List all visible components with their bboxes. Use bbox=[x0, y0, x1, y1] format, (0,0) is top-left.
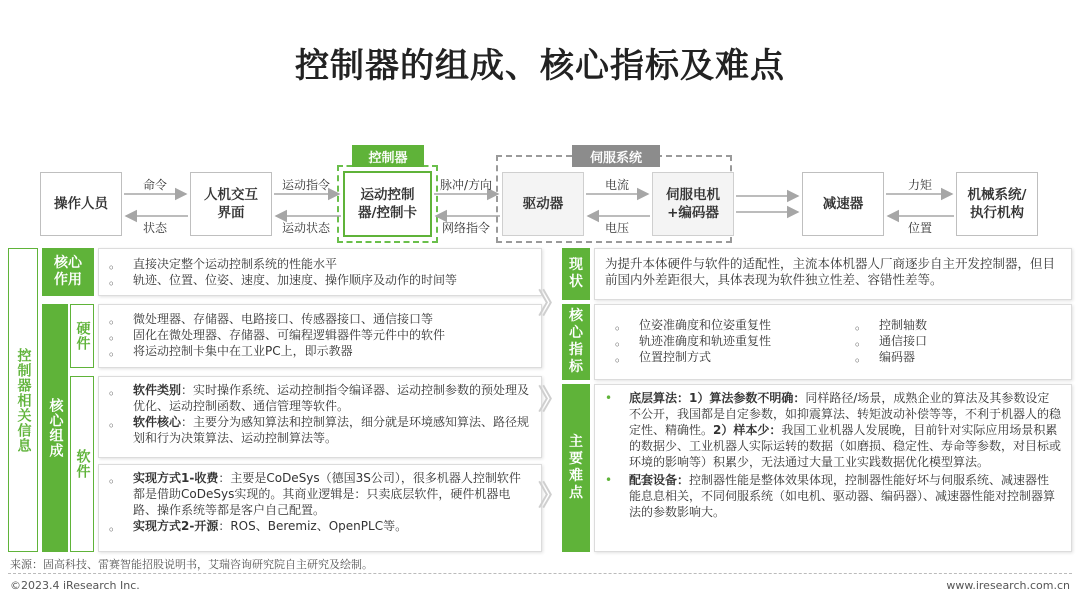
list-item: 。 实现方式1-收费：主要是CoDeSys（德国3S公司），很多机器人控制软件都是借助CoDeSys实现的。其商业逻辑是：只卖底层软件，硬件机器电路、操作系统等都是客户自己配置。 bbox=[109, 471, 521, 517]
list-item: 。 固化在微处理器、存储器、可编程逻辑器件等元件中的软件 bbox=[109, 328, 446, 342]
software-label bbox=[70, 376, 94, 552]
hardware-label-text: 硬件 bbox=[74, 321, 91, 351]
list-item: 。 直接决定整个运动控制系统的性能水平 bbox=[109, 257, 338, 271]
label-motion-cmd: 运动指令 bbox=[281, 178, 330, 192]
node-machine-label: 机械系统/ 执行机构 bbox=[967, 187, 1027, 221]
status-label bbox=[562, 248, 590, 300]
list-item: 。 控制轴数 bbox=[855, 318, 928, 332]
label-pulse-dir: 脉冲/方向 bbox=[439, 178, 493, 192]
list-item: 。 位姿准确度和位姿重复性 bbox=[615, 318, 772, 332]
indicators-label bbox=[562, 304, 590, 380]
difficulties-label bbox=[562, 384, 590, 552]
node-driver: 驱动器 bbox=[502, 172, 584, 236]
list-item: 。 微处理器、存储器、电路接口、传感器接口、通信接口等 bbox=[109, 312, 434, 326]
list-item: 。 实现方式2-开源：ROS、Beremiz、OpenPLC等。 bbox=[109, 519, 408, 533]
hardware-card bbox=[98, 304, 542, 368]
side-label bbox=[8, 248, 38, 552]
list-item: • 配套设备：控制器性能是整体效果体现，控制器性能好坏与伺服系统、减速器性能息息相关，不同伺服系统（如电机、驱动器、编码器）、减速器性能对控制器算法的参数影响大。 bbox=[605, 473, 1056, 519]
list-item: 。 轨迹准确度和轨迹重复性 bbox=[615, 334, 772, 348]
label-voltage: 电压 bbox=[604, 221, 629, 235]
list-item: 。 编码器 bbox=[855, 350, 916, 364]
list-item: 。 位置控制方式 bbox=[615, 350, 712, 364]
core-role-card bbox=[98, 248, 542, 296]
core-role-label-text: 核心 作用 bbox=[54, 255, 82, 288]
node-hmi-label: 人机交互 界面 bbox=[204, 187, 258, 221]
status-label-text: 现 状 bbox=[569, 257, 583, 290]
servo-group-tag: 伺服系统 bbox=[572, 145, 660, 167]
list-item: 。 将运动控制卡集中在工业PC上，即示教器 bbox=[109, 344, 353, 358]
node-servo-motor-label: 伺服电机 +编码器 bbox=[666, 187, 720, 221]
list-item: • 底层算法：1）算法参数不明确：同样路径/场景，成熟企业的算法及其参数设定不公开，我国都是自定参数，如抑震算法、转矩波动补偿等等，不利于机器人的稳定性、精确性。2）样本少：我国工业机器人发展晚，目前针对实际应用场景积累的数据少、工业机器人实际运转的数据（如磨损、稳定性、寿命等参数，对目标或环境的影响等）积累少，无法通过大量工业实践数据优化模型算法。 bbox=[605, 391, 1062, 469]
difficulties-label-text: 主 要 难 点 bbox=[569, 434, 583, 501]
label-torque: 力矩 bbox=[907, 178, 932, 192]
list-item: 。 软件核心：主要分为感知算法和控制算法，细分就是环境感知算法、路径规划和行为决策算法、运动控制算法等。 bbox=[109, 415, 530, 445]
indicators-label-text: 核 心 指 标 bbox=[569, 308, 583, 375]
website-link[interactable]: www.iresearch.com.cn bbox=[946, 579, 1070, 592]
source-note: 来源：固高科技、雷赛智能招股说明书，艾瑞咨询研究院自主研究及绘制。 bbox=[10, 558, 373, 571]
node-reducer: 减速器 bbox=[802, 172, 884, 236]
copyright: ©2023.4 iResearch Inc. bbox=[10, 579, 140, 592]
node-operator: 操作人员 bbox=[40, 172, 122, 236]
list-item: 。 软件类别：实时操作系统、运动控制指令编译器、运动控制参数的预处理及优化、运动控制函数、通信管理等软件。 bbox=[109, 383, 530, 413]
chevron-icon: 》 bbox=[538, 287, 559, 320]
label-status: 状态 bbox=[142, 221, 167, 235]
label-position: 位置 bbox=[907, 221, 932, 235]
controller-group-tag: 控制器 bbox=[352, 145, 424, 167]
software-label-text: 软件 bbox=[74, 449, 91, 479]
footer-divider bbox=[8, 573, 1072, 574]
difficulties-card bbox=[594, 384, 1072, 552]
node-motion-card-label: 运动控制 器/控制卡 bbox=[358, 187, 417, 221]
label-command: 命令 bbox=[142, 178, 167, 192]
indicators-card bbox=[594, 304, 1072, 380]
list-item: 。 轨迹、位置、位姿、速度、加速度、操作顺序及动作的时间等 bbox=[109, 273, 458, 287]
page-title: 控制器的组成、核心指标及难点 bbox=[295, 46, 785, 86]
chevron-icon: 》 bbox=[538, 383, 559, 416]
core-comp-label bbox=[42, 304, 68, 552]
status-text: 为提升本体硬件与软件的适配性，主流本体机器人厂商逐步自主开发控制器，但目前国内外差距很大，具体表现为软件独立性差、容错性差等。 bbox=[605, 256, 1056, 287]
core-comp-label-text: 核心组成 bbox=[47, 398, 64, 458]
hardware-label bbox=[70, 304, 94, 368]
label-net-cmd: 网络指令 bbox=[441, 221, 490, 235]
side-label-text: 控制器相关信息 bbox=[15, 347, 32, 453]
list-item: 。 通信接口 bbox=[855, 334, 928, 348]
software-card-2 bbox=[98, 464, 542, 552]
label-motion-status: 运动状态 bbox=[281, 221, 330, 235]
chevron-icon: 》 bbox=[538, 479, 559, 512]
core-role-label bbox=[42, 248, 94, 296]
status-card bbox=[594, 248, 1072, 300]
label-current: 电流 bbox=[604, 178, 629, 192]
software-card-1 bbox=[98, 376, 542, 458]
